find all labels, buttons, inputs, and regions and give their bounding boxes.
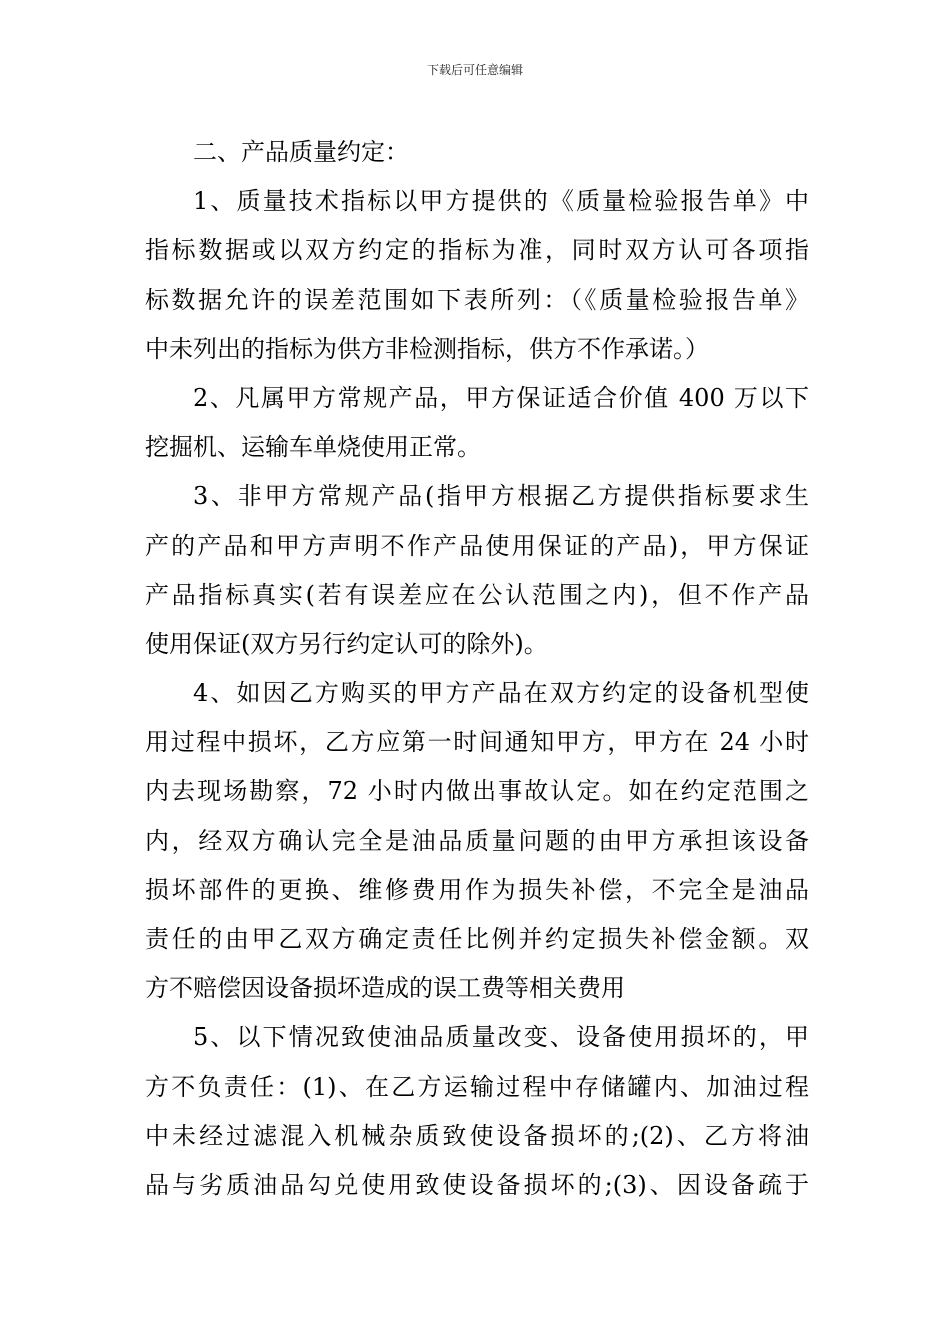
paragraph-line: 中未经过滤混入机械杂质致使设备损坏的;(2)、乙方将油 [145, 1121, 809, 1150]
paragraph-line: 产的产品和甲方声明不作产品使用保证的产品)，甲方保证 [145, 531, 809, 560]
paragraph-line: 内，经双方确认完全是油品质量问题的由甲方承担该设备 [145, 826, 809, 855]
paragraph-line: 1、质量技术指标以甲方提供的《质量检验报告单》中 [193, 187, 809, 216]
paragraph-line: 损坏部件的更换、维修费用作为损失补偿，不完全是油品 [145, 875, 809, 904]
paragraph-line: 方不赔偿因设备损坏造成的误工费等相关费用 [145, 974, 625, 1003]
paragraph-line: 品与劣质油品勾兑使用致使设备损坏的;(3)、因设备疏于 [145, 1170, 809, 1199]
section-heading: 二、产品质量约定： [193, 138, 409, 166]
paragraph-line: 中未列出的指标为供方非检测指标，供方不作承诺。） [145, 334, 709, 363]
paragraph-line: 使用保证(双方另行约定认可的除外)。 [145, 629, 548, 658]
paragraph-line: 用过程中损坏，乙方应第一时间通知甲方，甲方在 24 小时 [145, 728, 809, 757]
paragraph-line: 挖掘机、运输车单烧使用正常。 [145, 433, 481, 462]
paragraph-line: 指标数据或以双方约定的指标为准，同时双方认可各项指 [145, 236, 809, 265]
paragraph-line: 方不负责任：(1)、在乙方运输过程中存储罐内、加油过程 [145, 1072, 809, 1101]
paragraph-line: 责任的由甲乙双方确定责任比例并约定损失补偿金额。双 [145, 925, 809, 953]
paragraph-line: 3、非甲方常规产品(指甲方根据乙方提供指标要求生 [193, 482, 809, 511]
paragraph-line: 标数据允许的误差范围如下表所列：（《质量检验报告单》 [145, 285, 809, 314]
paragraph-line: 内去现场勘察，72 小时内做出事故认定。如在约定范围之 [145, 777, 809, 806]
paragraph-line: 2、凡属甲方常规产品，甲方保证适合价值 400 万以下 [193, 383, 809, 412]
paragraph-line: 4、如因乙方购买的甲方产品在双方约定的设备机型使 [193, 679, 809, 708]
paragraph-line: 5、以下情况致使油品质量改变、设备使用损坏的，甲 [193, 1023, 809, 1052]
page-header: 下载后可任意编辑 [426, 63, 523, 77]
document-body [145, 128, 809, 1210]
paragraph-line: 产品指标真实(若有误差应在公认范围之内)，但不作产品 [145, 580, 809, 609]
